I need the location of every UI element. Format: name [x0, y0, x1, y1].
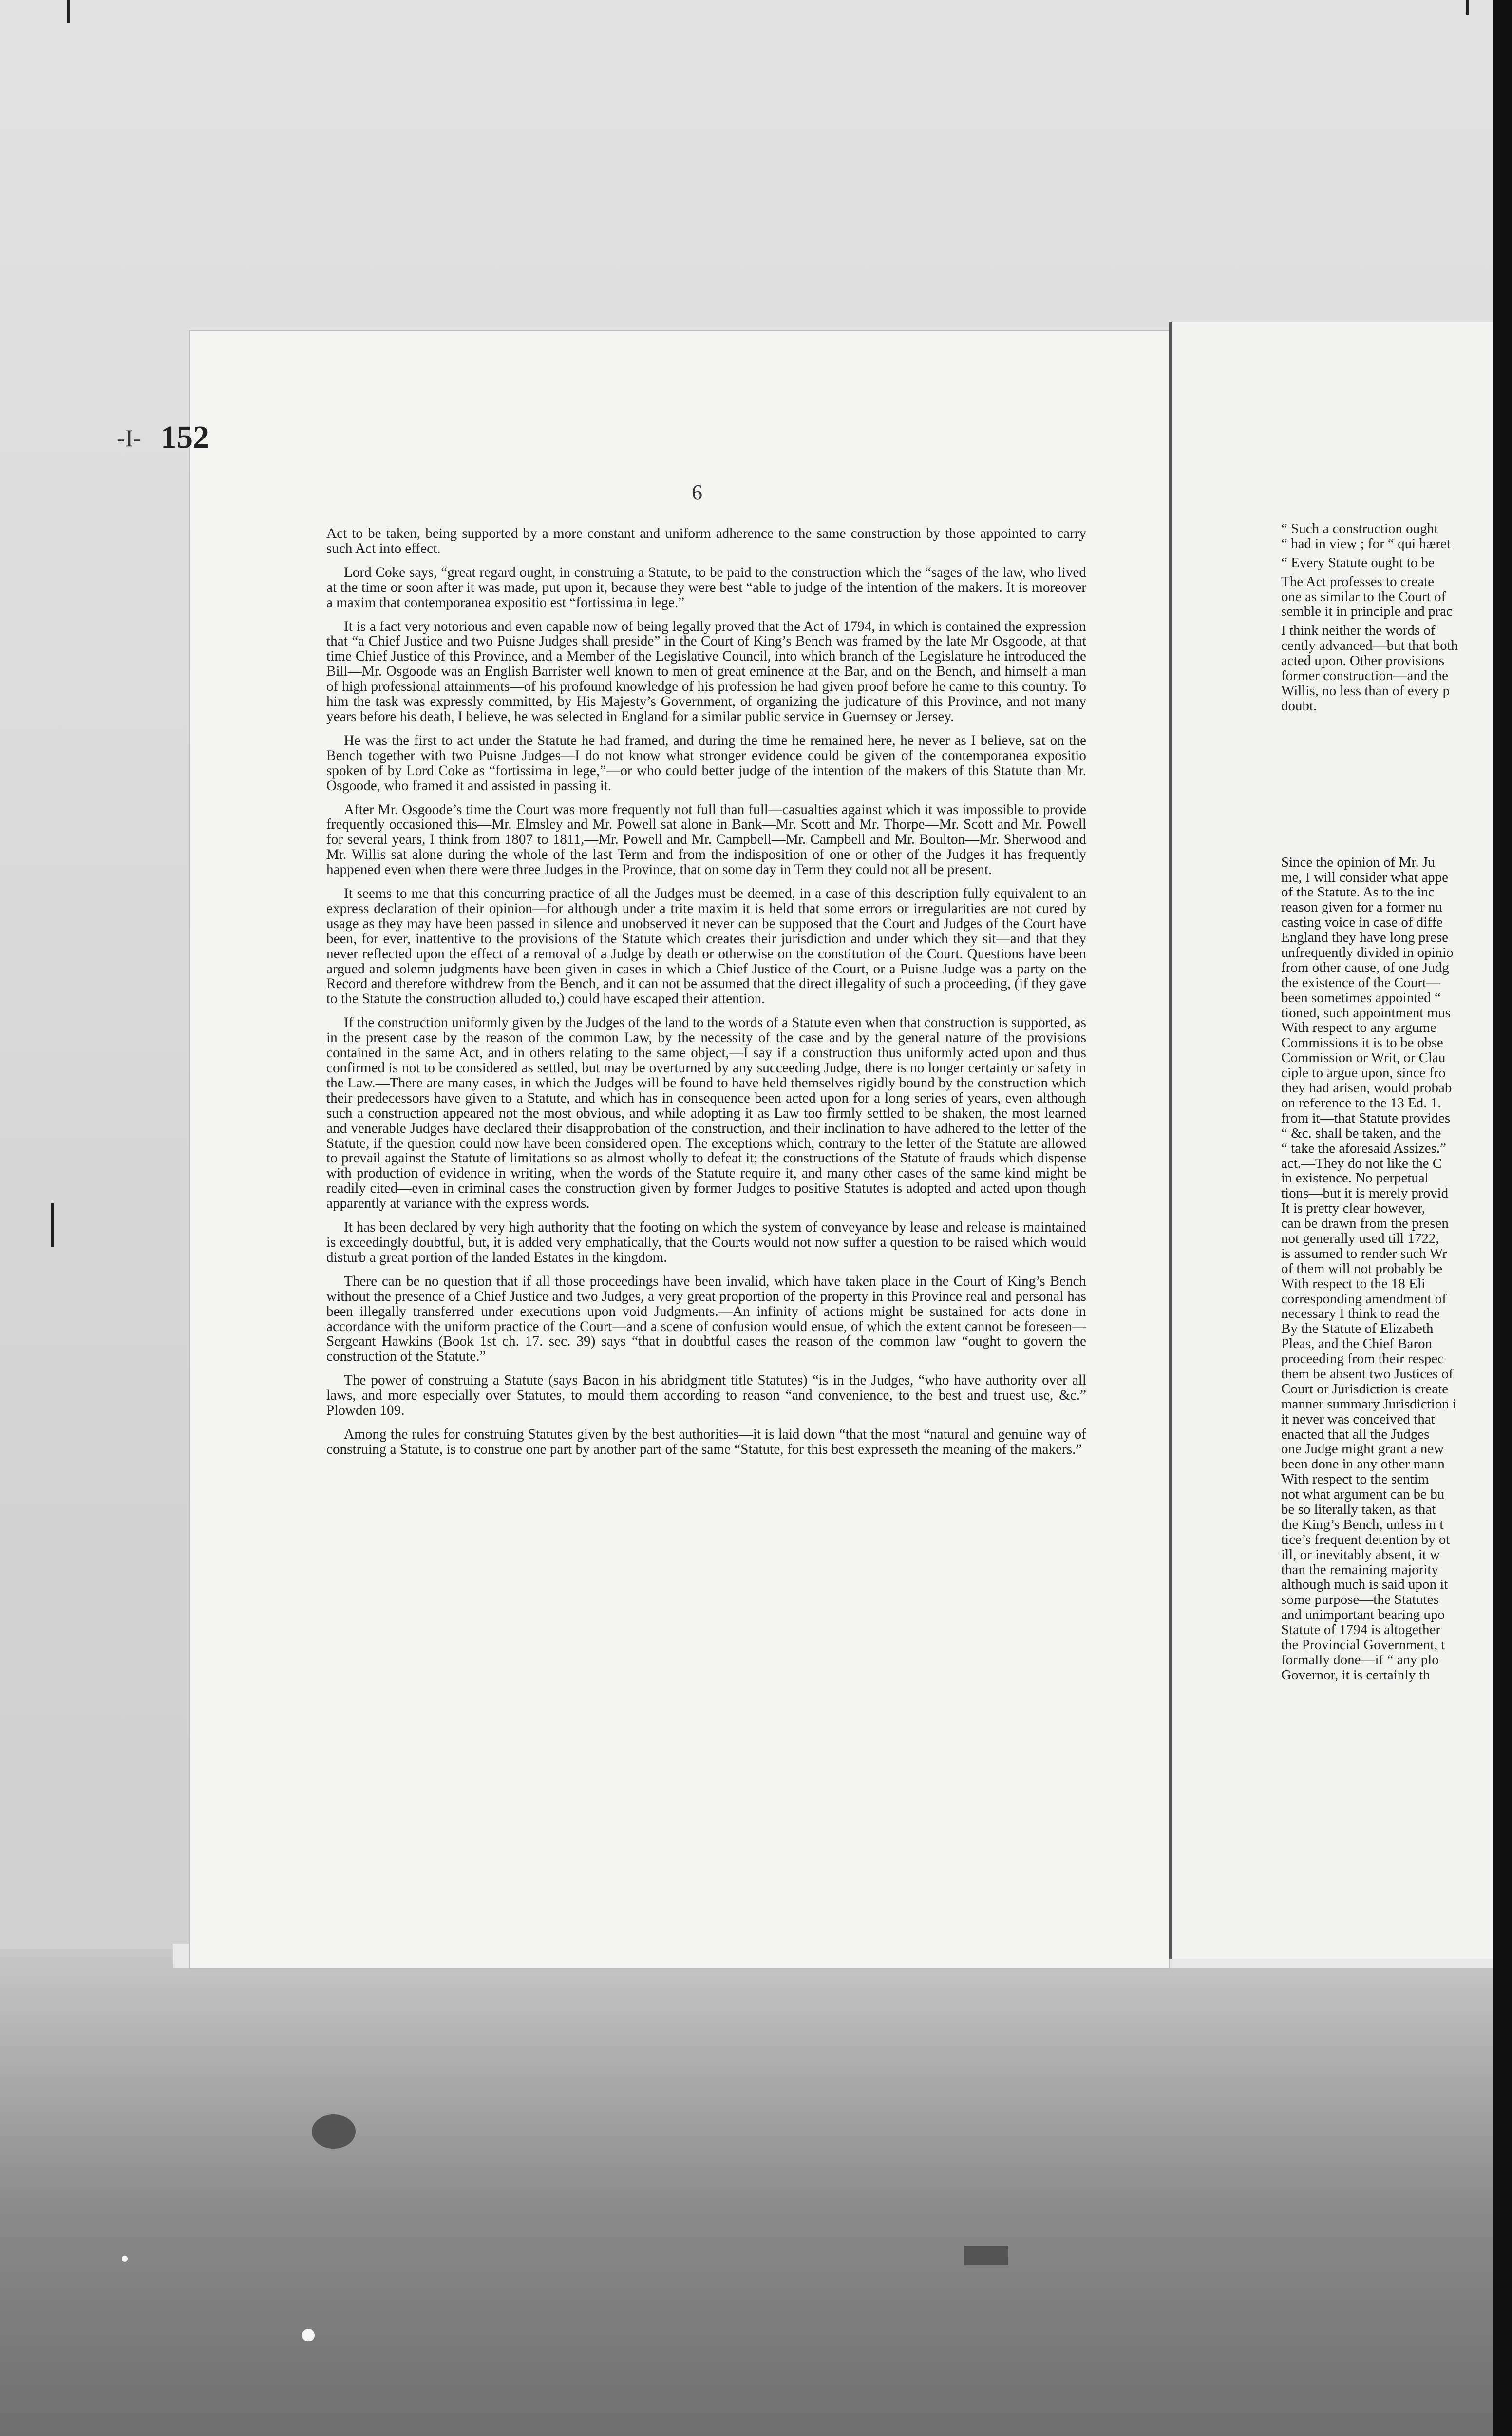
text-line: semble it in principle and prac: [1281, 604, 1453, 620]
text-line: “ Every Statute ought to be: [1281, 554, 1435, 571]
paragraph: He was the first to act under the Statute he had framed, and during the time he remained here, he never as I believe, sat on the Bench together with two Puisne Judges—I do not know what stronger evidence could be given of the contemporanea expositio spoken of by Lord Coke as “fortissima in lege,”—or who could better judge of the intention of the makers of this Statute than Mr. Osgoode, who framed it and assisted in passing it.: [326, 732, 1086, 794]
text-line: and unimportant bearing upo: [1281, 1607, 1445, 1623]
text-line: ciple to argue upon, since fro: [1281, 1065, 1446, 1081]
scan-mark: [1466, 0, 1469, 15]
text-line: than the remaining majority: [1281, 1561, 1438, 1578]
folio-number: 152: [161, 419, 209, 455]
folio-mark: -I-: [117, 424, 141, 452]
text-line: of them will not probably be: [1281, 1260, 1443, 1276]
text-line: cently advanced—but that both: [1281, 638, 1458, 654]
text-line: By the Statute of Elizabeth: [1281, 1321, 1434, 1337]
text-line: been sometimes appointed “: [1281, 990, 1441, 1006]
paragraph: If the construction uniformly given by the Judges of the land to the words of a Statute even when that construction is supported, as in the present case by the reason of the common Law, by the necessity of the case and by the general nature of the provisions contained in the same Act, and in others relating to the same object,—I say if a construction thus uniformly acted upon and thus confirmed is not to be considered as settled, but may be overturned by any succeeding Judge, there is no longer certainty or safety in the Law.—There are many cases, in which the Judges will be found to have held themselves rigidly bound by the construction which their predecessors have given to a Statute, and which has in consequence been acted upon for a long series of years, even although such a construction appeared not the most obvious, and while adopting it as Law too firmly settled to be shaken, the most learned and venerable Judges have declared their disapprobation of the construction, and their inclination to have adhered to the letter of the Statute, if the question could now have been considered open. The exceptions which, contrary to the letter of the Statute are allowed to prevail against the Statute of limitations so as almost wholly to defeat it; the constructions of the Statute of frauds which dispense with production of evidence in writing, when the words of the Statute require it, and many other cases of the same kind might be readily cited—even in criminal cases the construction given by former Judges to positive Statutes is adopted and acted upon though apparently at variance with the express words.: [326, 1015, 1086, 1212]
text-line: act.—They do not like the C: [1281, 1155, 1442, 1171]
text-line: “ Such a construction ought: [1281, 521, 1438, 536]
text-line: With respect to the 18 Eli: [1281, 1275, 1426, 1292]
text-line: been done in any other mann: [1281, 1456, 1445, 1472]
text-line: the Provincial Government, t: [1281, 1637, 1445, 1653]
text-line: corresponding amendment of: [1281, 1291, 1447, 1307]
text-line: they had arisen, would probab: [1281, 1080, 1452, 1096]
text-line: “ take the aforesaid Assizes.”: [1281, 1140, 1446, 1156]
text-line: reason given for a former nu: [1281, 899, 1442, 915]
text-line: can be drawn from the presen: [1281, 1216, 1449, 1232]
text-line: manner summary Jurisdiction i: [1281, 1396, 1457, 1412]
text-line: tioned, such appointment mus: [1281, 1005, 1451, 1021]
text-line: proceeding from their respec: [1281, 1351, 1444, 1367]
facing-page-text: [1281, 521, 1505, 1683]
text-line: With respect to the sentim: [1281, 1471, 1429, 1487]
text-line: it never was conceived that: [1281, 1411, 1435, 1427]
text-line: is assumed to render such Wr: [1281, 1245, 1447, 1261]
text-line: one as similar to the Court of: [1281, 589, 1446, 605]
text-line: some purpose—the Statutes: [1281, 1592, 1439, 1608]
paragraph: It is a fact very notorious and even capable now of being legally proved that the Act of 1794, in which is contained the expression that “a Chief Justice and two Puisne Judges shall preside” in the Court of King’s Bench was framed by the late Mr Osgoode, at that time Chief Justice of this Province, and a Member of the Legislative Council, into which branch of the Legislature he introduced the Bill—Mr. Osgoode was an English Barrister well known to men of great eminence at the Bar, and on the Bench, and himself a man of high professional attainments—of his profound knowledge of his profession he had given proof before he came to this country. To him the task was expressly committed, by His Majesty’s Government, of organizing the judicature of this Province, and not many years before his death, I believe, he was selected in England for a similar public service in Guernsey or Jersey.: [326, 618, 1086, 724]
page-number: 6: [692, 480, 702, 504]
section-gap: [1281, 714, 1505, 855]
text-line: former construction—and the: [1281, 668, 1449, 684]
text-line: casting voice in case of diffe: [1281, 914, 1443, 931]
text-line: Court or Jurisdiction is create: [1281, 1381, 1449, 1397]
text-line: the King’s Bench, unless in t: [1281, 1516, 1444, 1532]
paragraph: Act to be taken, being supported by a more constant and uniform adherence to the same construction by those appointed to carry such Act into effect.: [326, 526, 1086, 556]
text-line: in existence. No perpetual: [1281, 1170, 1429, 1186]
paragraph: It has been declared by very high authority that the footing on which the system of conveyance by lease and release is maintained is exceedingly doubtful, but, it is added very emphatically, that the Courts would not now suffer a question to be raised which would disturb a great portion of the landed Estates in the kingdom.: [326, 1219, 1086, 1265]
text-line: With respect to any argume: [1281, 1020, 1436, 1036]
text-line: Since the opinion of Mr. Ju: [1281, 854, 1435, 870]
paragraph: There can be no question that if all those proceedings have been invalid, which have taken place in the Court of King’s Bench without the presence of a Chief Justice and two Judges, a very great proportion of the property in this Province real and personal has been illegally transferred under executions upon void Judgments.—An infinity of actions might be sustained for acts done in accordance with the uniform practice of the Court—and a scene of confusion would ensue, of which the extent cannot be foreseen—Sergeant Hawkins (Book 1st ch. 17. sec. 39) says “that in doubtful cases the reason of the common law “ought to govern the construction of the Statute.”: [326, 1273, 1086, 1365]
text-line: formally done—if “ any plo: [1281, 1652, 1439, 1668]
text-line: from it—that Statute provides: [1281, 1110, 1451, 1126]
scan-shadow-area: [0, 1949, 1512, 2436]
text-line: tice’s frequent detention by ot: [1281, 1531, 1450, 1547]
text-line: doubt.: [1281, 698, 1317, 714]
text-line: It is pretty clear however,: [1281, 1200, 1425, 1217]
text-line: Willis, no less than of every p: [1281, 683, 1450, 699]
text-line: from other cause, of one Judg: [1281, 959, 1449, 975]
text-line: Statute of 1794 is altogether: [1281, 1622, 1440, 1638]
text-line: not what argument can be bu: [1281, 1486, 1445, 1503]
text-line: unfrequently divided in opinio: [1281, 945, 1454, 961]
speck: [122, 2256, 128, 2262]
text-line: be so literally taken, as that: [1281, 1501, 1436, 1517]
body-text: [326, 526, 1086, 1466]
text-line: Governor, it is certainly th: [1281, 1667, 1430, 1683]
paragraph: It seems to me that this concurring practice of all the Judges must be deemed, in a case of this description fully equivalent to an express declaration of their opinion—for although under a trite maxim it is held that some errors or irregularities are not cured by usage as they may have been passed in silence and unobserved it never can be supposed that the Court and Judges of the Court have been, for ever, inattentive to the provisions of the Statute which creates their jurisdiction and under which they sit—and that they never reflected upon the effect of a removal of a Judge by death or otherwise on the constitution of the Court. Questions have been argued and solemn judgments have been given in cases in which a Chief Justice of the Court, or a Puisne Judge was a party on the Record and therefore withdrew from the Bench, and it can not be assumed that the direct illegality of such a proceeding, (if they gave to the Statute the construction alluded to,) could have escaped their attention.: [326, 886, 1086, 1007]
text-line: of the Statute. As to the inc: [1281, 884, 1435, 900]
paragraph: Among the rules for construing Statutes given by the best authorities—it is laid down “that the most “natural and genuine way of construing a Statute, is to construe one part by another part of the same “Statute, for this best expresseth the meaning of the makers.”: [326, 1426, 1086, 1457]
speck: [302, 2329, 315, 2341]
text-line: I think neither the words of: [1281, 623, 1436, 639]
text-line: “ had in view ; for “ qui hæret: [1281, 535, 1451, 552]
text-line: “ &c. shall be taken, and the: [1281, 1125, 1441, 1141]
stain: [964, 2246, 1008, 2265]
paragraph: Lord Coke says, “great regard ought, in construing a Statute, to be paid to the construction which the “sages of the law, who lived at the time or soon after it was made, put upon it, because they were best “able to judge of the intention of the makers. It is moreover a maxim that contemporanea expositio est “fortissima in lege.”: [326, 564, 1086, 610]
text-line: ill, or inevitably absent, it w: [1281, 1546, 1440, 1562]
scan-mark: [67, 0, 70, 23]
text-line: the existence of the Court—: [1281, 974, 1440, 990]
text-line: Pleas, and the Chief Baron: [1281, 1336, 1433, 1352]
text-line: although much is said upon it: [1281, 1577, 1448, 1593]
text-line: them be absent two Justices of: [1281, 1366, 1454, 1382]
text-line: Commissions it is to be obse: [1281, 1035, 1443, 1051]
paragraph: The power of construing a Statute (says Bacon in his abridgment title Statutes) “is in the Judges, “who have authority over all laws, and more especially over Statutes, to mould them according to reason “and convenience, to the best and truest use, &c.” Plowden 109.: [326, 1372, 1086, 1419]
text-line: necessary I think to read the: [1281, 1306, 1440, 1322]
paragraph: After Mr. Osgoode’s time the Court was more frequently not full than full—casualties against which it was impossible to provide frequently occasioned this—Mr. Elmsley and Mr. Powell sat alone in Bank—Mr. Scott and Mr. Thorpe—Mr. Scott and Mr. Powell for several years, I think from 1807 to 1811,—Mr. Powell and Mr. Campbell—Mr. Campbell and Mr. Boulton—Mr. Sherwood and Mr. Willis sat alone during the whole of the last Term and from the indisposition of one or other of the Judges it has frequently happened even when there were three Judges in the Province, that on some day in Term they could not all be present.: [326, 801, 1086, 878]
text-line: The Act professes to create: [1281, 573, 1435, 590]
text-line: Commission or Writ, or Clau: [1281, 1050, 1446, 1066]
text-line: me, I will consider what appe: [1281, 869, 1449, 885]
text-line: enacted that all the Judges: [1281, 1426, 1430, 1442]
margin-mark: [51, 1203, 54, 1247]
text-line: tions—but it is merely provid: [1281, 1185, 1449, 1201]
text-line: not generally used till 1722,: [1281, 1230, 1439, 1246]
text-line: England they have long prese: [1281, 930, 1449, 946]
stain: [312, 2114, 356, 2149]
text-line: one Judge might grant a new: [1281, 1441, 1444, 1457]
text-line: on reference to the 13 Ed. 1.: [1281, 1095, 1441, 1111]
text-line: acted upon. Other provisions: [1281, 653, 1445, 669]
